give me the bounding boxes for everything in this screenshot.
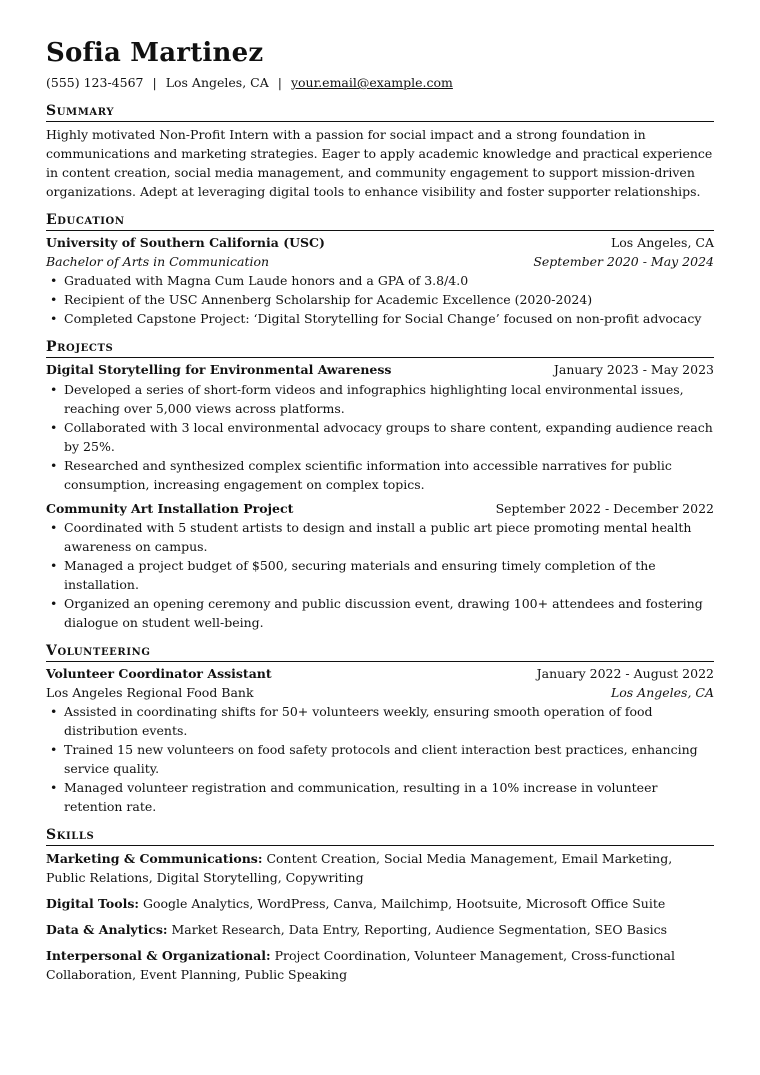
skill-line	[46, 920, 714, 939]
list-item: • Assisted in coordinating shifts for 50+ volunteers weekly, ensuring smooth operation of food distribution events.	[46, 702, 714, 740]
skill-label: Data & Analytics:	[46, 922, 168, 937]
school-location: Los Angeles, CA	[610, 235, 714, 250]
section-title-volunteering: Volunteering	[46, 642, 714, 662]
project-name: Community Art Installation Project	[46, 500, 294, 516]
list-item: • Researched and synthesized complex scientific information into accessible narratives for public consumption, increasing engagement on complex topics.	[46, 456, 714, 494]
skill-value: Market Research, Data Entry, Reporting, Audience Segmentation, SEO Basics	[171, 922, 668, 937]
skill-line	[46, 849, 714, 887]
project-entry	[46, 361, 714, 494]
volunteering-bullets	[46, 702, 714, 816]
contact-separator: |	[152, 75, 157, 90]
contact-line	[46, 74, 714, 92]
skill-value: Project Coordination, Volunteer Management, Cross-functional Collaboration, Event Planning, Public Speaking	[46, 948, 675, 982]
skill-label: Digital Tools:	[46, 896, 139, 911]
list-item: • Managed volunteer registration and communication, resulting in a 10% increase in volunteer retention rate.	[46, 778, 714, 816]
list-item: • Completed Capstone Project: ‘Digital Storytelling for Social Change’ focused on non-profit advocacy	[46, 309, 714, 328]
skill-label: Marketing & Communications:	[46, 851, 263, 866]
education-entry	[46, 234, 714, 328]
volunteer-role: Volunteer Coordinator Assistant	[46, 666, 272, 681]
volunteering-entry	[46, 665, 714, 816]
project-entry	[46, 500, 714, 633]
education-section	[46, 211, 714, 328]
summary-section	[46, 102, 714, 201]
volunteer-location: Los Angeles, CA	[610, 684, 714, 700]
section-title-skills: Skills	[46, 826, 714, 846]
section-title-education: Education	[46, 211, 714, 231]
list-item: • Organized an opening ceremony and public discussion event, drawing 100+ attendees and fostering dialogue on student well-being.	[46, 594, 714, 632]
phone-number: (555) 123-4567	[46, 75, 144, 90]
list-item: • Recipient of the USC Annenberg Scholarship for Academic Excellence (2020-2024)	[46, 290, 714, 309]
school-name: University of Southern California (USC)	[46, 235, 325, 250]
project-dates: January 2023 - May 2023	[553, 362, 714, 377]
list-item: • Collaborated with 3 local environmental advocacy groups to share content, expanding audience reach by 25%.	[46, 418, 714, 456]
project-dates: September 2022 - December 2022	[495, 500, 714, 516]
education-dates: September 2020 - May 2024	[533, 253, 714, 269]
section-title-summary: Summary	[46, 102, 714, 122]
volunteer-organization: Los Angeles Regional Food Bank	[46, 684, 254, 700]
location: Los Angeles, CA	[165, 75, 269, 90]
project-name: Digital Storytelling for Environmental Awareness	[46, 362, 392, 377]
section-title-projects: Projects	[46, 338, 714, 358]
list-item: • Graduated with Magna Cum Laude honors and a GPA of 3.8/4.0	[46, 271, 714, 290]
contact-separator: |	[277, 75, 282, 90]
list-item: • Managed a project budget of $500, securing materials and ensuring timely completion of the installation.	[46, 556, 714, 594]
skill-value: Google Analytics, WordPress, Canva, Mailchimp, Hootsuite, Microsoft Office Suite	[142, 896, 666, 911]
degree: Bachelor of Arts in Communication	[46, 253, 270, 269]
project-bullets	[46, 518, 714, 632]
projects-section	[46, 338, 714, 632]
list-item: • Developed a series of short-form videos and infographics highlighting local environmental issues, reaching over 5,000 views across platforms.	[46, 380, 714, 418]
candidate-name: Sofia Martinez	[46, 38, 264, 68]
education-bullets	[46, 271, 714, 328]
email-link[interactable]: your.email@example.com	[290, 75, 453, 90]
volunteer-dates: January 2022 - August 2022	[536, 666, 714, 681]
list-item: • Trained 15 new volunteers on food safety protocols and client interaction best practices, enhancing service quality.	[46, 740, 714, 778]
skill-value: Content Creation, Social Media Management, Email Marketing, Public Relations, Digital Storytelling, Copywriting	[46, 851, 673, 885]
summary-text: Highly motivated Non-Profit Intern with a passion for social impact and a strong foundation in communications and marketing strategies. Eager to apply academic knowledge and practical experience in content creation, social media management, and community engagement to support mission-driven organizations. Adept at leveraging digital tools to enhance visibility and foster supporter relationships.	[46, 127, 713, 199]
project-bullets	[46, 380, 714, 494]
list-item: • Coordinated with 5 student artists to design and install a public art piece promoting mental health awareness on campus.	[46, 518, 714, 556]
resume-header	[46, 36, 714, 92]
skill-line	[46, 946, 714, 984]
skill-line	[46, 894, 714, 913]
volunteering-section	[46, 642, 714, 816]
skills-section	[46, 826, 714, 984]
skill-label: Interpersonal & Organizational:	[46, 948, 271, 963]
